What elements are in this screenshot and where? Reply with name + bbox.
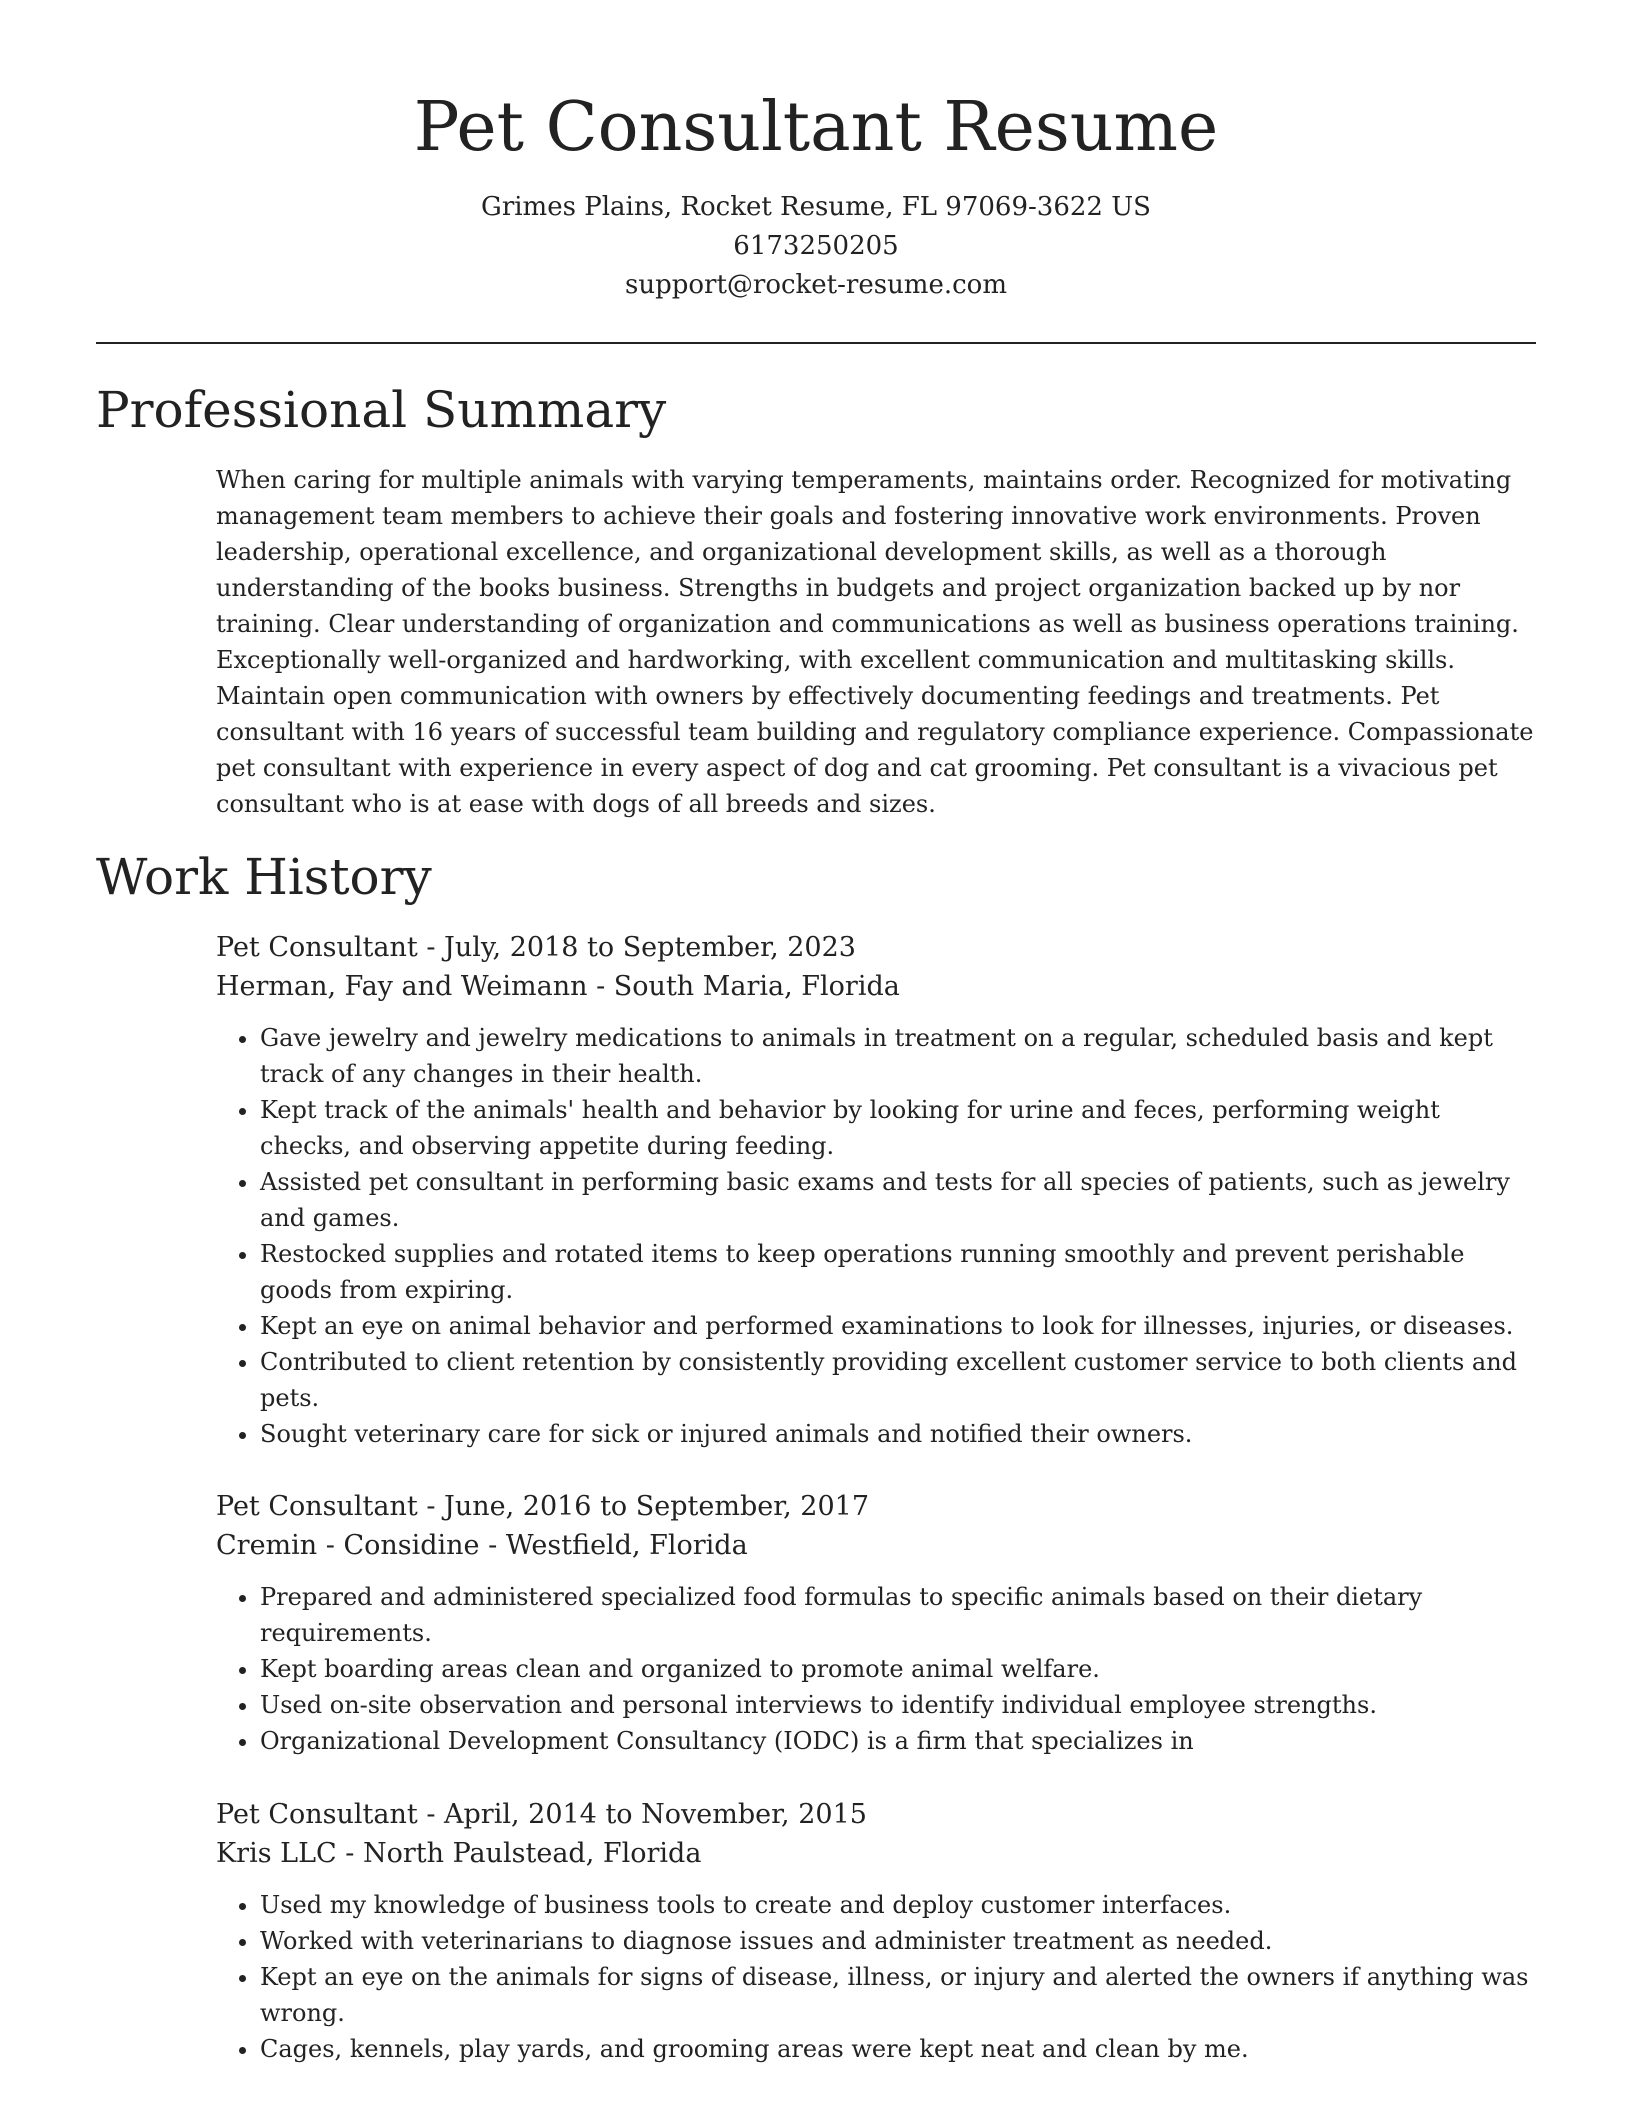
resume-header (0, 82, 1632, 305)
job-title: Pet Consultant - June, 2016 to September, 2017 (216, 1491, 870, 1522)
contact-info (0, 188, 1632, 305)
list-item: • Organizational Development Consultancy (IODC) is a firm that specializes in (260, 1723, 1536, 1759)
job-title: Pet Consultant - July, 2018 to September, 2023 (216, 932, 856, 963)
job-bullets (216, 1020, 1536, 1452)
list-item: • Restocked supplies and rotated items to keep operations running smoothly and prevent perishable goods from expiring. (260, 1236, 1536, 1308)
job-entry (216, 928, 1536, 1452)
list-item: • Cages, kennels, play yards, and grooming areas were kept neat and clean by me. (260, 2031, 1536, 2067)
job-title: Pet Consultant - April, 2014 to November, 2015 (216, 1799, 867, 1830)
phone: 6173250205 (733, 231, 899, 261)
list-item: • Gave jewelry and jewelry medications to animals in treatment on a regular, scheduled basis and kept track of any changes in their health. (260, 1020, 1536, 1092)
list-item: • Kept track of the animals' health and behavior by looking for urine and feces, performing weight checks, and observing appetite during feeding. (260, 1092, 1536, 1164)
job-company: Herman, Fay and Weimann - South Maria, Florida (216, 971, 900, 1002)
list-item: • Worked with veterinarians to diagnose issues and administer treatment as needed. (260, 1923, 1536, 1959)
job-company: Kris LLC - North Paulstead, Florida (216, 1838, 702, 1869)
page-title: Pet Consultant Resume (413, 88, 1219, 167)
job-entry (216, 1795, 1536, 2067)
job-bullets (216, 1579, 1536, 1759)
list-item: • Used on-site observation and personal interviews to identify individual employee strengths. (260, 1687, 1536, 1723)
job-bullets (216, 1887, 1536, 2067)
address: Grimes Plains, Rocket Resume, FL 97069-3622 US (481, 192, 1151, 222)
list-item: • Contributed to client retention by consistently providing excellent customer service to both clients and pets. (260, 1344, 1536, 1416)
job-entry (216, 1487, 1536, 1759)
list-item: • Kept an eye on animal behavior and performed examinations to look for illnesses, injuries, or diseases. (260, 1308, 1536, 1344)
work-history-heading: Work History (96, 848, 432, 906)
list-item: • Assisted pet consultant in performing basic exams and tests for all species of patients, such as jewelry and games. (260, 1164, 1536, 1236)
list-item: • Kept boarding areas clean and organized to promote animal welfare. (260, 1651, 1536, 1687)
list-item: • Prepared and administered specialized food formulas to specific animals based on their dietary requirements. (260, 1579, 1536, 1651)
header-divider (96, 342, 1536, 344)
list-item: • Used my knowledge of business tools to create and deploy customer interfaces. (260, 1887, 1536, 1923)
summary-text: When caring for multiple animals with varying temperaments, maintains order. Recognized for motivating management team members to achieve their goals and fostering innovative work environments. Proven leadership, operational excellence, and organizational development skills, as well as a thorough understanding of the books business. Strengths in budgets and project organization backed up by nor training. Clear understanding of organization and communications as well as business operations training. Exceptionally well-organized and hardworking, with excellent communication and multitasking skills. Maintain open communication with owners by effectively documenting feedings and treatments. Pet consultant with 16 years of successful team building and regulatory compliance experience. Compassionate pet consultant with experience in every aspect of dog and cat grooming. Pet consultant is a vivacious pet consultant who is at ease with dogs of all breeds and sizes. (216, 466, 1534, 818)
email: support@rocket-resume.com (624, 270, 1007, 300)
list-item: • Kept an eye on the animals for signs of disease, illness, or injury and alerted the owners if anything was wrong. (260, 1959, 1536, 2031)
list-item: • Sought veterinary care for sick or injured animals and notified their owners. (260, 1416, 1536, 1452)
job-company: Cremin - Considine - Westfield, Florida (216, 1530, 748, 1561)
summary-heading: Professional Summary (96, 381, 667, 439)
